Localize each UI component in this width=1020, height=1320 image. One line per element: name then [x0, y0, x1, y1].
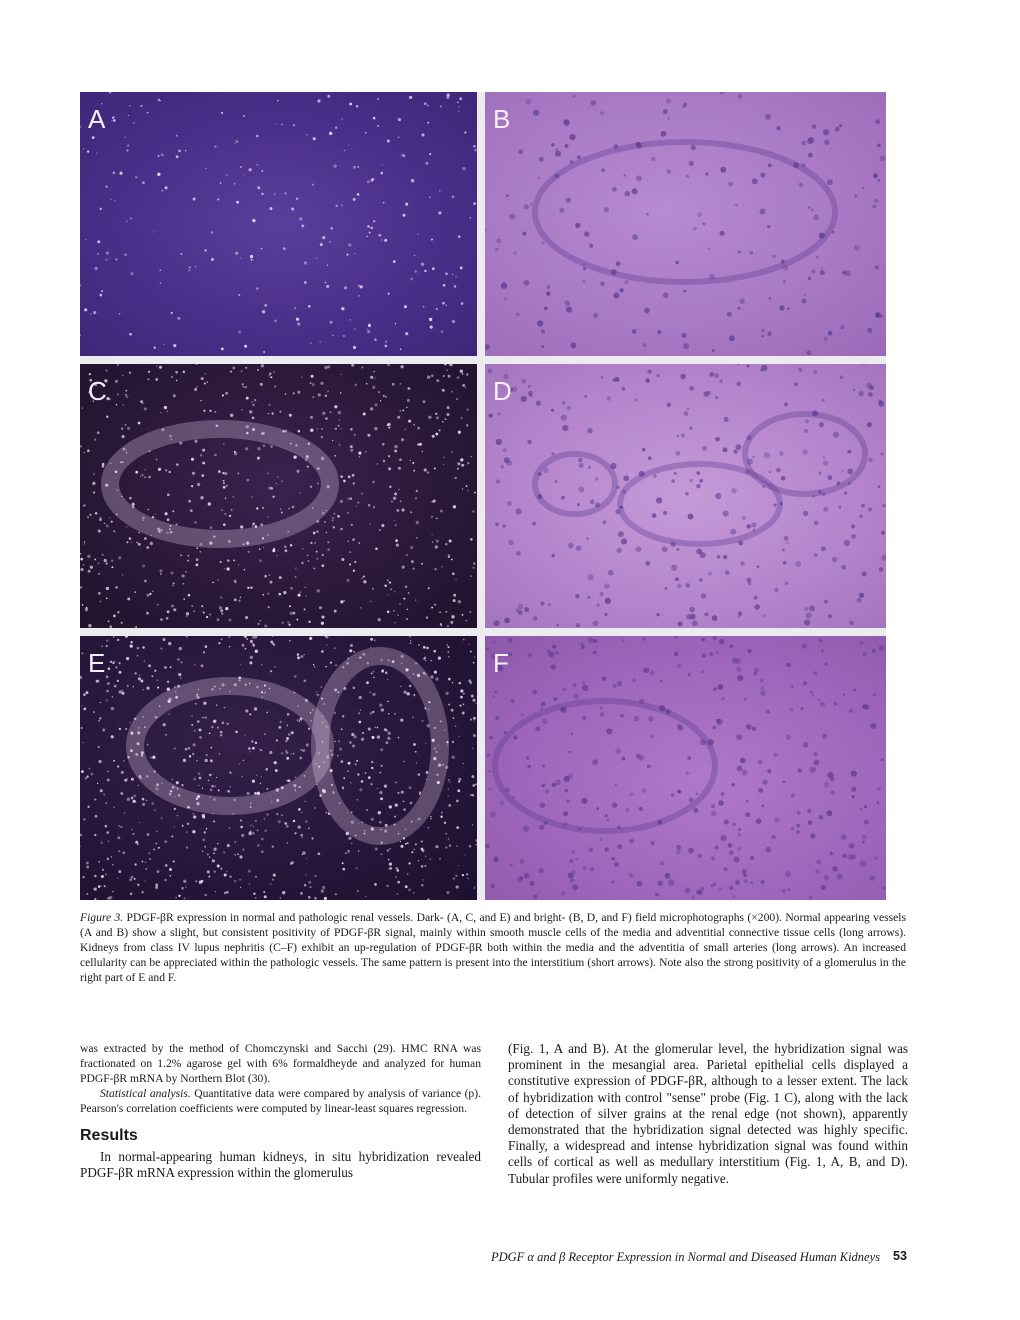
micrograph-panel-d — [485, 364, 886, 628]
panel-f-texture — [485, 636, 886, 900]
page-number: 53 — [893, 1249, 907, 1263]
figure-caption-label: Figure 3. — [80, 911, 124, 924]
panel-label-c: C — [88, 376, 107, 406]
panel-label-b: B — [493, 104, 511, 134]
figure-caption — [80, 910, 906, 985]
panel-e-texture — [80, 636, 477, 900]
results-continued-paragraph: (Fig. 1, A and B). At the glomerular level, the hybridization signal was prominent in the mesangial area. Parietal epithelial cells displayed a constitutive expression of PDGF-βR, although to a lesser extent. The lack of hybridization with control "sense" probe (Fig. 1 C), along with the lack of detection of silver grains at the renal edge (not shown), apparently demonstrated that the hybridization signal detected was highly specific. Finally, a widespread and intense hybridization signal was found within cells of cortical as well as medullary interstitium (Fig. 1, A, B, and D). Tubular profiles were uniformly negative. — [508, 1041, 908, 1186]
micrograph-panel-a — [80, 92, 477, 356]
micrograph-panel-e — [80, 636, 477, 900]
running-head: PDGF α and β Receptor Expression in Normal and Diseased Human Kidneys — [490, 1250, 880, 1264]
micrograph-panel-c — [80, 364, 477, 628]
figure-caption-text: PDGF-βR expression in normal and pathologic renal vessels. Dark- (A, C, and E) and bright- (B, D, and F) field microphotographs (×200). Normal appearing vessels (A and B) show a slight, but consistent positivity of PDGF-βR signal, mainly within smooth muscle cells of the media and adventitial connective tissue cells (long arrows). Kidneys from class IV lupus nephritis (C–F) exhibit an up-regulation of PDGF-βR both within the media and the adventitia of small arteries (long arrows). An increased cellularity can be appreciated within the pathologic vessels. The same pattern is present into the interstitium (short arrows). Note also the strong positivity of a glomerulus in the right part of E and F. — [80, 911, 906, 984]
left-column — [80, 1041, 481, 1182]
figure-3 — [80, 92, 886, 900]
panel-label-e: E — [88, 648, 106, 678]
statistics-subhead: Statistical analysis. — [100, 1087, 191, 1100]
methods-paragraph: was extracted by the method of Chomczynski and Sacchi (29). HMC RNA was fractionated on 1.2% agarose gel with 6% formaldheyde and analyzed for human PDGF-βR mRNA by Northern Blot (30). — [80, 1042, 481, 1085]
panel-a-texture — [80, 92, 477, 356]
panel-label-a: A — [88, 104, 106, 134]
statistics-paragraph — [80, 1086, 481, 1116]
results-heading: Results — [80, 1127, 138, 1144]
micrograph-panel-f — [485, 636, 886, 900]
results-paragraph: In normal-appearing human kidneys, in situ hybridization revealed PDGF-βR mRNA expression within the glomerulus — [80, 1149, 481, 1181]
right-column — [508, 1041, 908, 1187]
micrograph-panel-b — [485, 92, 886, 356]
panel-label-d: D — [493, 376, 512, 406]
panel-d-texture — [485, 364, 886, 628]
panel-c-texture — [80, 364, 477, 628]
panel-b-texture — [485, 92, 886, 356]
statistics-text: Quantitative data were compared by analysis of variance (p). Pearson's correlation coefficients were computed by linear-least squares regression. — [80, 1087, 481, 1115]
panel-label-f: F — [493, 648, 509, 678]
